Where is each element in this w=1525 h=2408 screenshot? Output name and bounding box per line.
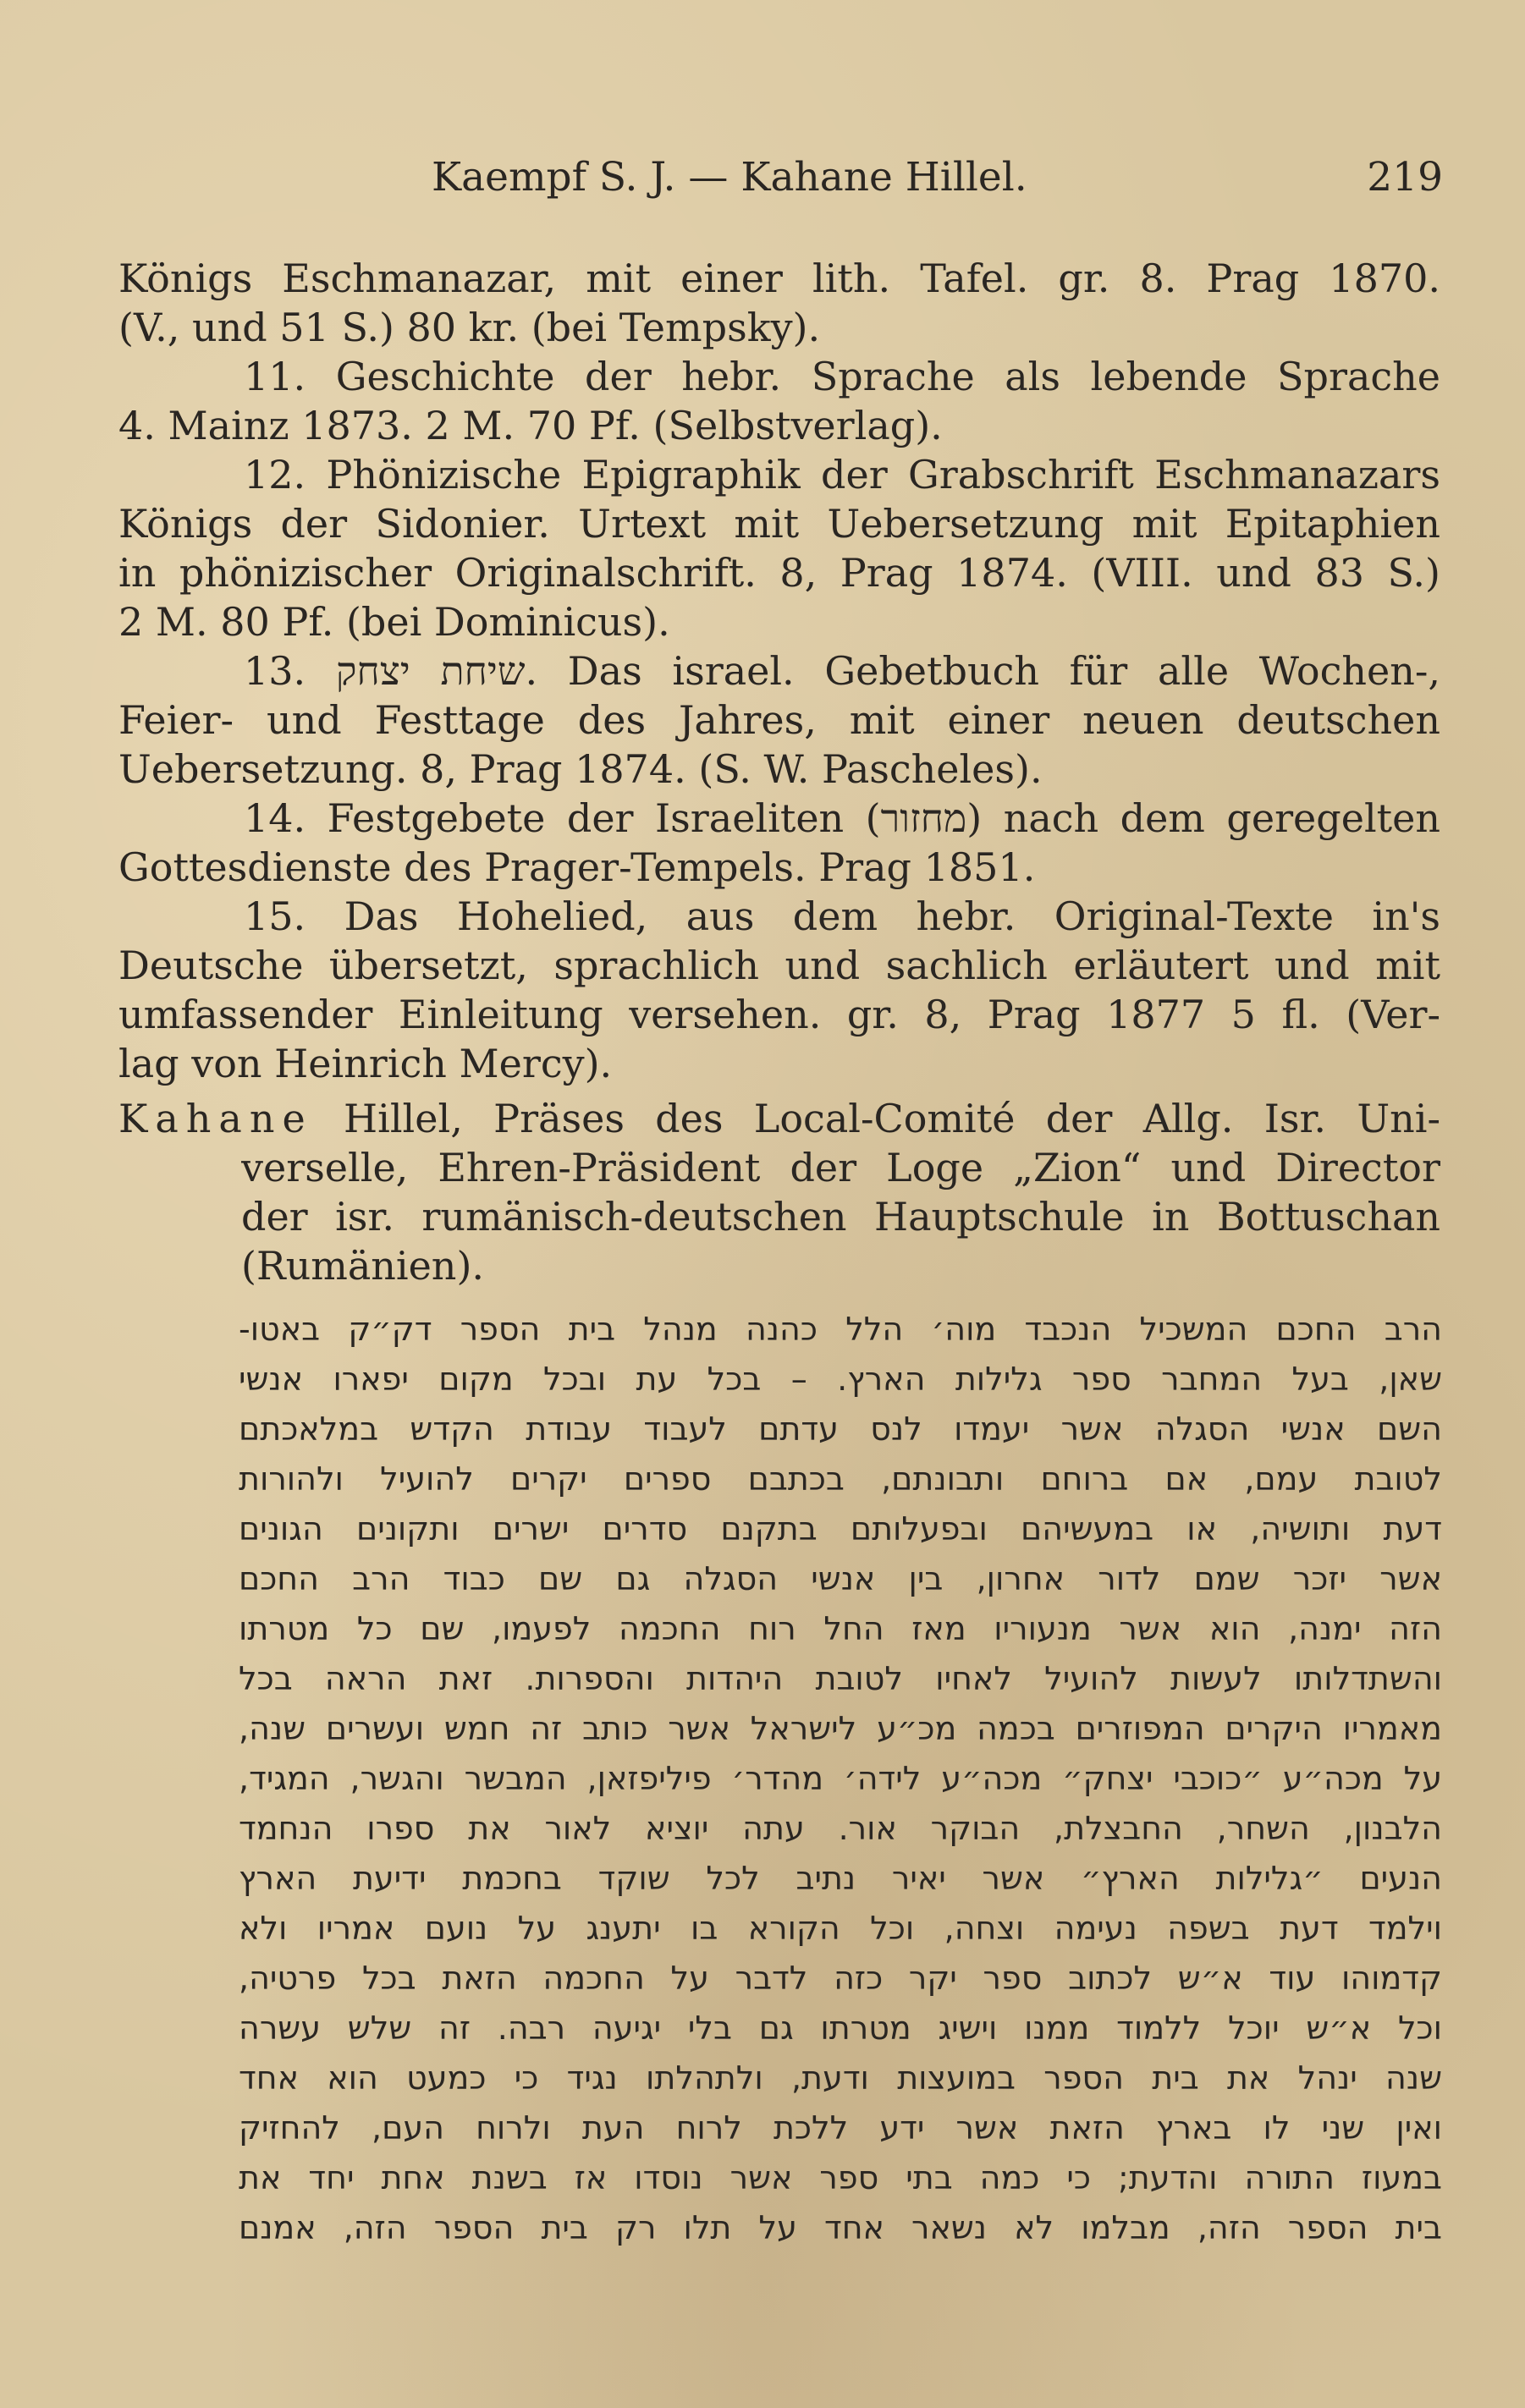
hebrew-line: שנה ינהל את בית הספר במועצות ודעת, ולתהלתו נגיד כי כמעט הוא אחד xyxy=(239,2059,1442,2097)
text-line: (V., und 51 S.) 80 kr. (bei Tempsky). xyxy=(118,305,821,350)
hebrew-line: השם אנשי הסגלה אשר יעמדו לנס עדתם לעבוד עבודת הקדש במלאכתם xyxy=(239,1410,1442,1448)
hebrew-line: קדמוהו עוד א״ש לכתוב ספר יקר כזה לדבר על החכמה הזאת בכל פרטיה, xyxy=(239,1960,1442,1997)
hebrew-line: הנעים ״גלילות הארץ״ אשר יאיר נתיב לכל שוקד בחכמת ידיעת הארץ xyxy=(239,1860,1442,1897)
running-title: Kaempf S. J. — Kahane Hillel. xyxy=(432,154,1027,201)
hebrew-line: והשתדלותו לעשות להועיל לאחיו לטובת היהדות והספרות. זאת הראה בכל xyxy=(239,1660,1442,1697)
text-line: lag von Heinrich Mercy). xyxy=(118,1041,613,1086)
text-line: 15. Das Hohelied, aus dem hebr. Original-Texte in's xyxy=(244,893,1440,939)
hebrew-line: על מכה״ע ״כוכבי יצחק״ מכה״ע לידה׳ מהדר׳ פיליפזאן, המבשר והגשר, המגיד, xyxy=(239,1760,1442,1797)
page-number: 219 xyxy=(1367,154,1443,201)
text-line: 12. Phönizische Epigraphik der Grabschrift Eschmanazars xyxy=(244,452,1440,498)
hebrew-line: הלבנון, השחר, החבצלת, הבוקר אור. עתה יוציא לאור את ספרו הנחמד xyxy=(239,1810,1442,1847)
text-line: in phönizischer Originalschrift. 8, Prag 1874. (VIII. und 83 S.) xyxy=(118,550,1440,596)
entry-name: Kahane xyxy=(118,1096,313,1141)
entry-first-line: Hillel, Präses des Local-Comité der Allg. Isr. Uni- xyxy=(312,1096,1440,1141)
entry-line: (Rumänien). xyxy=(241,1243,485,1289)
text-line: 2 M. 80 Pf. (bei Dominicus). xyxy=(118,599,670,645)
entry-line: der isr. rumänisch-deutschen Hauptschule in Bottuschan xyxy=(241,1194,1440,1240)
hebrew-line: ואין שני לו בארץ הזאת אשר ידע ללכת לרוח העת ולרוח העם, להחזיק xyxy=(239,2109,1442,2147)
hebrew-line: אשר יזכר שמם לדור אחרון, בין אנשי הסגלה גם שם כבוד הרב החכם xyxy=(239,1560,1442,1597)
entry-line: verselle, Ehren-Präsident der Loge „Zion“ und Director xyxy=(241,1145,1440,1190)
entry-heading-line xyxy=(118,1094,1440,1143)
hebrew-line: וילמד דעת בשפה נעימה וצחה, וכל הקורא בו יתענג על נועם אמריו ולא xyxy=(239,1910,1442,1947)
hebrew-line: בית הספר הזה, מבלמו לא נשאר אחד על תלו רק בית הספר הזה, אמנם xyxy=(239,2209,1442,2246)
text-line: 11. Geschichte der hebr. Sprache als lebende Sprache xyxy=(244,354,1440,399)
text-line: 4. Mainz 1873. 2 M. 70 Pf. (Selbstverlag). xyxy=(118,403,943,448)
hebrew-line: לטובת עמם, אם ברוחם ותבונתם, בכתבם ספרים יקרים להועיל ולהורות xyxy=(239,1460,1442,1498)
hebrew-line: שאן, בעל המחבר ספר גלילות הארץ. – בכל עת ובכל מקום יפארו אנשי xyxy=(239,1361,1442,1398)
hebrew-line: דעת ותושיה, או במעשיהם ובפעלותם בתקנם סדרים ישרים ותקונים הגונים xyxy=(239,1510,1442,1548)
text-line: Königs Eschmanazar, mit einer lith. Tafel. gr. 8. Prag 1870. xyxy=(118,256,1440,301)
hebrew-line: הזה ימנה, הוא אשר מנעוריו מאז החל רוח החכמה לפעמו, שם כל מטרתו xyxy=(239,1610,1442,1647)
running-header xyxy=(432,148,1443,207)
hebrew-line: הרב החכם המשכיל הנכבד מוה׳ הלל כהנה מנהל בית הספר דק״ק באטו- xyxy=(239,1311,1442,1348)
hebrew-line: במעוז התורה והדעת; כי כמה בתי ספר אשר נוסדו אז בשנת אחת יחד את xyxy=(239,2159,1442,2196)
text-line: Deutsche übersetzt, sprachlich und sachlich erläutert und mit xyxy=(118,943,1440,988)
text-line: Uebersetzung. 8, Prag 1874. (S. W. Pascheles). xyxy=(118,746,1043,792)
text-line: 13. שיחת יצחק. Das israel. Gebetbuch für alle Wochen-, xyxy=(244,648,1440,694)
text-line: 14. Festgebete der Israeliten (מחזור) nach dem geregelten xyxy=(244,795,1440,841)
text-line: Königs der Sidonier. Urtext mit Uebersetzung mit Epitaphien xyxy=(118,501,1440,547)
hebrew-line: וכל א״ש יוכל ללמוד ממנו וישיג מטרתו גם בלי יגיעה רבה. זה שלש עשרה xyxy=(239,2009,1442,2047)
hebrew-line: מאמריו היקרים המפוזרים בכמה מכ״ע לישראל אשר כותב זה חמש ועשרים שנה, xyxy=(239,1710,1442,1747)
text-line: Gottesdienste des Prager-Tempels. Prag 1851. xyxy=(118,844,1036,890)
text-line: umfassender Einleitung versehen. gr. 8, Prag 1877 5 fl. (Ver- xyxy=(118,992,1440,1037)
text-line: Feier- und Festtage des Jahres, mit einer neuen deutschen xyxy=(118,697,1440,743)
